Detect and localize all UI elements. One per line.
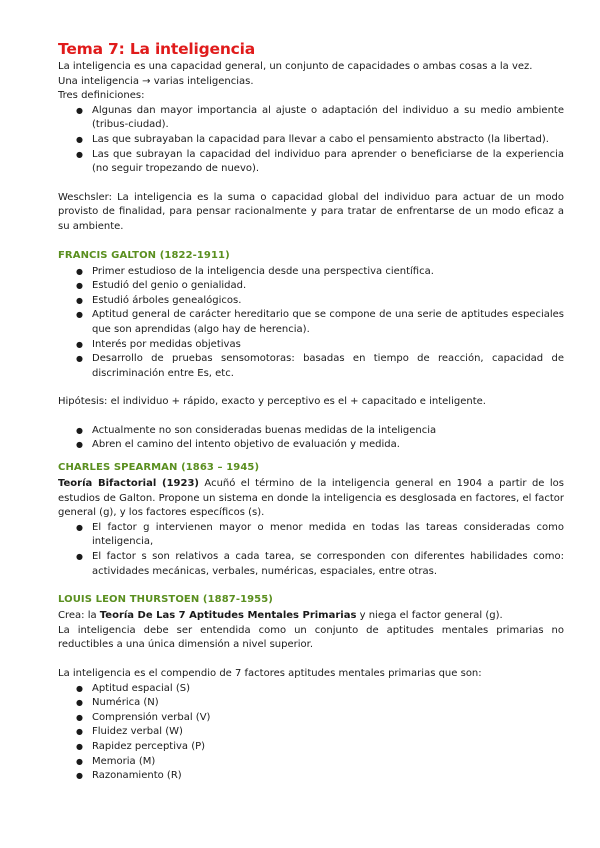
spearman-heading: CHARLES SPEARMAN (1863 – 1945) bbox=[58, 462, 260, 474]
list-item: ● Algunas dan mayor importancia al ajuste o adaptación del individuo a su medio ambiente (tribus-ciudad). bbox=[92, 104, 564, 133]
list-item: ● Abren el camino del intento objetivo de evaluación y medida. bbox=[92, 438, 564, 453]
spearman-list bbox=[58, 521, 564, 579]
intro-line-1: La inteligencia es una capacidad general, un conjunto de capacidades o ambas cosas a la vez. bbox=[58, 61, 533, 72]
page-title: Tema 7: La inteligencia bbox=[58, 40, 256, 58]
list-item: ● Estudió árboles genealógicos. bbox=[92, 294, 564, 309]
galton-list bbox=[58, 265, 564, 382]
list-item: ● Comprensión verbal (V) bbox=[92, 711, 564, 726]
list-item: ● Estudió del genio o genialidad. bbox=[92, 279, 564, 294]
list-item: ● Memoria (M) bbox=[92, 755, 564, 770]
galton-list-2 bbox=[58, 424, 564, 453]
list-item: ● Fluidez verbal (W) bbox=[92, 725, 564, 740]
thurstoen-theory-title: Teoría De Las 7 Aptitudes Mentales Primarias bbox=[99, 610, 357, 622]
list-item: ● Rapidez perceptiva (P) bbox=[92, 740, 564, 755]
galton-hypothesis: Hipótesis: el individuo + rápido, exacto y perceptivo es el + capacitado e inteligente. bbox=[58, 396, 486, 408]
thurstoen-crea bbox=[58, 609, 564, 624]
thurstoen-line-3: La inteligencia es el compendio de 7 factores aptitudes mentales primarias que son: bbox=[58, 668, 482, 679]
thurstoen-crea-pre: Crea: la bbox=[58, 610, 100, 622]
list-item: ● Las que subrayan la capacidad del individuo para aprender o beneficiarse de la experiencia (no seguir tropezando de nuevo). bbox=[92, 148, 564, 177]
list-item: ● El factor s son relativos a cada tarea, se corresponden con diferentes habilidades como: actividades mecánicas, verbales, numéricas, espaciales, entre otras. bbox=[92, 550, 564, 579]
list-item: ● Actualmente no son consideradas buenas medidas de la inteligencia bbox=[92, 424, 564, 439]
thurstoen-line-2: La inteligencia debe ser entendida como un conjunto de aptitudes mentales primarias no reductibles a una única dimensión a nivel superior. bbox=[58, 624, 564, 651]
galton-heading: FRANCIS GALTON (1822-1911) bbox=[58, 249, 230, 261]
list-item: ● Interés por medidas objetivas bbox=[92, 338, 564, 353]
list-item: ● Razonamiento (R) bbox=[92, 769, 564, 784]
list-item: ● Desarrollo de pruebas sensomotoras: basadas en tiempo de reacción, capacidad de discriminación entre Es, etc. bbox=[92, 352, 564, 381]
thurstoen-heading: LOUIS LEON THURSTOEN (1887-1955) bbox=[58, 594, 273, 606]
list-item: ● Las que subrayaban la capacidad para llevar a cabo el pensamiento abstracto (la libertad). bbox=[92, 133, 564, 148]
list-item: ● Numérica (N) bbox=[92, 696, 564, 711]
list-item: ● Aptitud general de carácter hereditario que se compone de una serie de aptitudes especiales que son aprendidas (algo hay de herencia). bbox=[92, 308, 564, 337]
list-item: ● Aptitud espacial (S) bbox=[92, 682, 564, 697]
document-page bbox=[58, 40, 564, 784]
spearman-theory-text: Acuñó el término de la inteligencia general en 1904 a partir de los estudios de Galton. Propone un sistema en donde la inteligencia es desglosada en factores, el factor general (g), y los factores específicos (s). bbox=[58, 478, 564, 519]
thurstoen-crea-post: y niega el factor general (g). bbox=[356, 610, 503, 622]
intro-line-2: Una inteligencia → varias inteligencias. bbox=[58, 75, 254, 87]
spearman-theory bbox=[58, 477, 564, 521]
list-item: ● El factor g intervienen mayor o menor medida en todas las tareas consideradas como inteligencia, bbox=[92, 521, 564, 550]
definitions-list bbox=[58, 104, 564, 177]
aptitudes-list bbox=[58, 682, 564, 784]
spearman-theory-title: Teoría Bifactorial (1923) bbox=[58, 478, 199, 490]
weschsler-definition: Weschsler: La inteligencia es la suma o capacidad global del individuo para actuar de un modo provisto de finalidad, para pensar racionalmente y para tratar de enfrentarse de un modo eficaz a su ambiente. bbox=[58, 191, 564, 232]
intro-line-3: Tres definiciones: bbox=[58, 90, 145, 102]
list-item: ● Primer estudioso de la inteligencia desde una perspectiva científica. bbox=[92, 265, 564, 280]
